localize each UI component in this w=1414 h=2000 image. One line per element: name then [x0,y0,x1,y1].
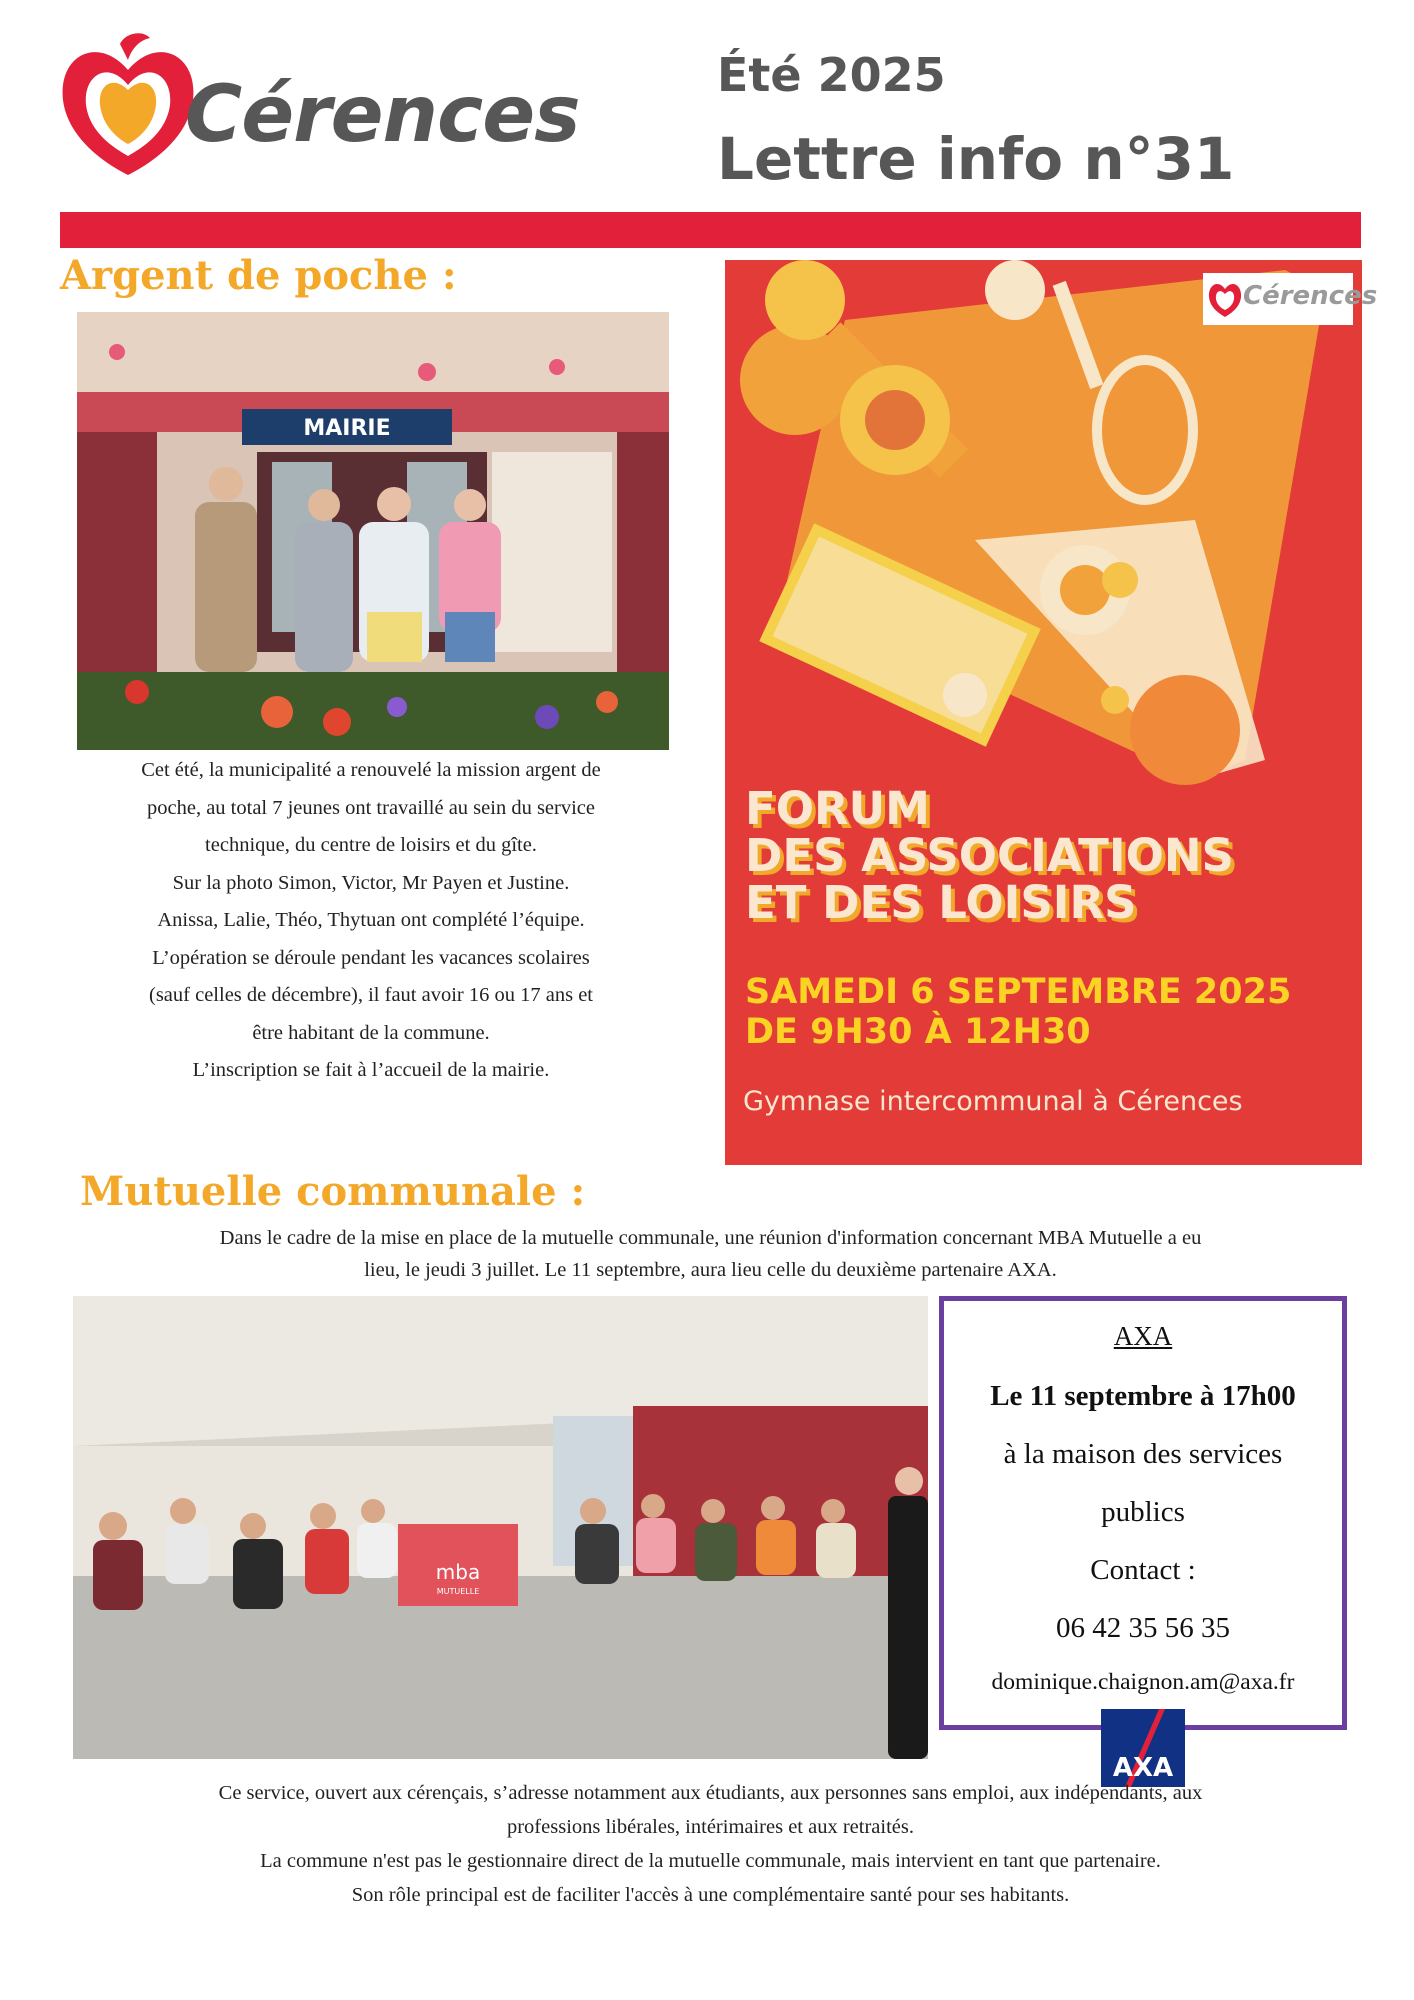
axa-info-box [939,1296,1347,1730]
text-line: technique, du centre de loisirs et du gîte. [205,834,537,856]
axa-place-line: à la maison des services [1003,1438,1283,1470]
axa-date: Le 11 septembre à 17h00 [990,1380,1296,1412]
text-line: Sur la photo Simon, Victor, Mr Payen et Justine. [172,871,570,894]
heart-apple-icon [58,30,198,180]
text-line: professions libérales, intérimaires et aux retraités. [506,1816,914,1838]
text-line: L’inscription se fait à l’accueil de la mairie. [192,1059,550,1081]
text-line: Cet été, la municipalité a renouvelé la mission argent de [141,759,601,781]
meeting-photo [73,1296,928,1759]
logo-text: Cérences [185,70,580,160]
issue-season: Été 2025 [717,48,946,102]
text-line: Anissa, Lalie, Théo, Thytuan ont complété l’équipe. [157,909,585,931]
poster-title [745,782,1234,929]
poster-title-line: ET DES LOISIRS [745,876,1137,929]
mairie-sign: MAIRIE [303,416,391,441]
mutuelle-closing [60,1776,1361,1912]
header-divider [60,212,1361,248]
text-line: Dans le cadre de la mise en place de la mutuelle communale, une réunion d'information concernant MBA Mutuelle a eu [219,1227,1202,1249]
text-line: lieu, le jeudi 3 juillet. Le 11 septembre, aura lieu celle du deuxième partenaire AXA. [364,1259,1057,1281]
poster-date-line: DE 9H30 À 12H30 [745,1012,1091,1052]
text-line: Son rôle principal est de faciliter l'accès à une complémentaire santé pour ses habitants. [351,1884,1070,1906]
mairie-photo [77,312,669,750]
forum-poster [725,260,1378,1165]
text-line: L’opération se déroule pendant les vacances scolaires [152,946,590,969]
axa-logo-text: AXA [1112,1753,1174,1783]
heart-apple-icon [1208,279,1242,319]
poster-title-line: FORUM [745,782,930,835]
axa-contact-label: Contact : [1090,1554,1196,1586]
argent-de-poche-heading: Argent de poche : [60,252,457,299]
text-line: Ce service, ouvert aux cérençais, s’adresse notamment aux étudiants, aux personnes sans emploi, aux indépendants, aux [218,1782,1203,1804]
text-line: être habitant de la commune. [252,1021,490,1044]
axa-name: AXA [1113,1321,1173,1351]
poster-logo-text: Cérences [1243,281,1378,311]
poster-title-line: DES ASSOCIATIONS [745,829,1234,882]
poster-venue: Gymnase intercommunal à Cérences [743,1086,1243,1117]
poster-date [745,972,1291,1052]
axa-place-line: publics [1101,1496,1185,1528]
mutuelle-heading: Mutuelle communale : [80,1168,586,1215]
poster-date-line: SAMEDI 6 SEPTEMBRE 2025 [745,972,1292,1012]
text-line: (sauf celles de décembre), il faut avoir 16 ou 17 ans et [149,984,593,1006]
poster-logo [1203,273,1378,325]
axa-email: dominique.chaignon.am@axa.fr [991,1669,1295,1695]
mba-banner: mba [435,1560,481,1584]
argent-de-poche-text [60,752,682,1090]
text-line: La commune n'est pas le gestionnaire direct de la mutuelle communale, mais intervient en tant que partenaire. [260,1850,1161,1872]
axa-phone: 06 42 35 56 35 [1056,1612,1230,1644]
issue-title: Lettre info n°31 [717,125,1235,193]
text-line: poche, au total 7 jeunes ont travaillé au sein du service [147,796,595,819]
mba-banner-sub: MUTUELLE [436,1587,480,1596]
mutuelle-intro [60,1222,1361,1286]
